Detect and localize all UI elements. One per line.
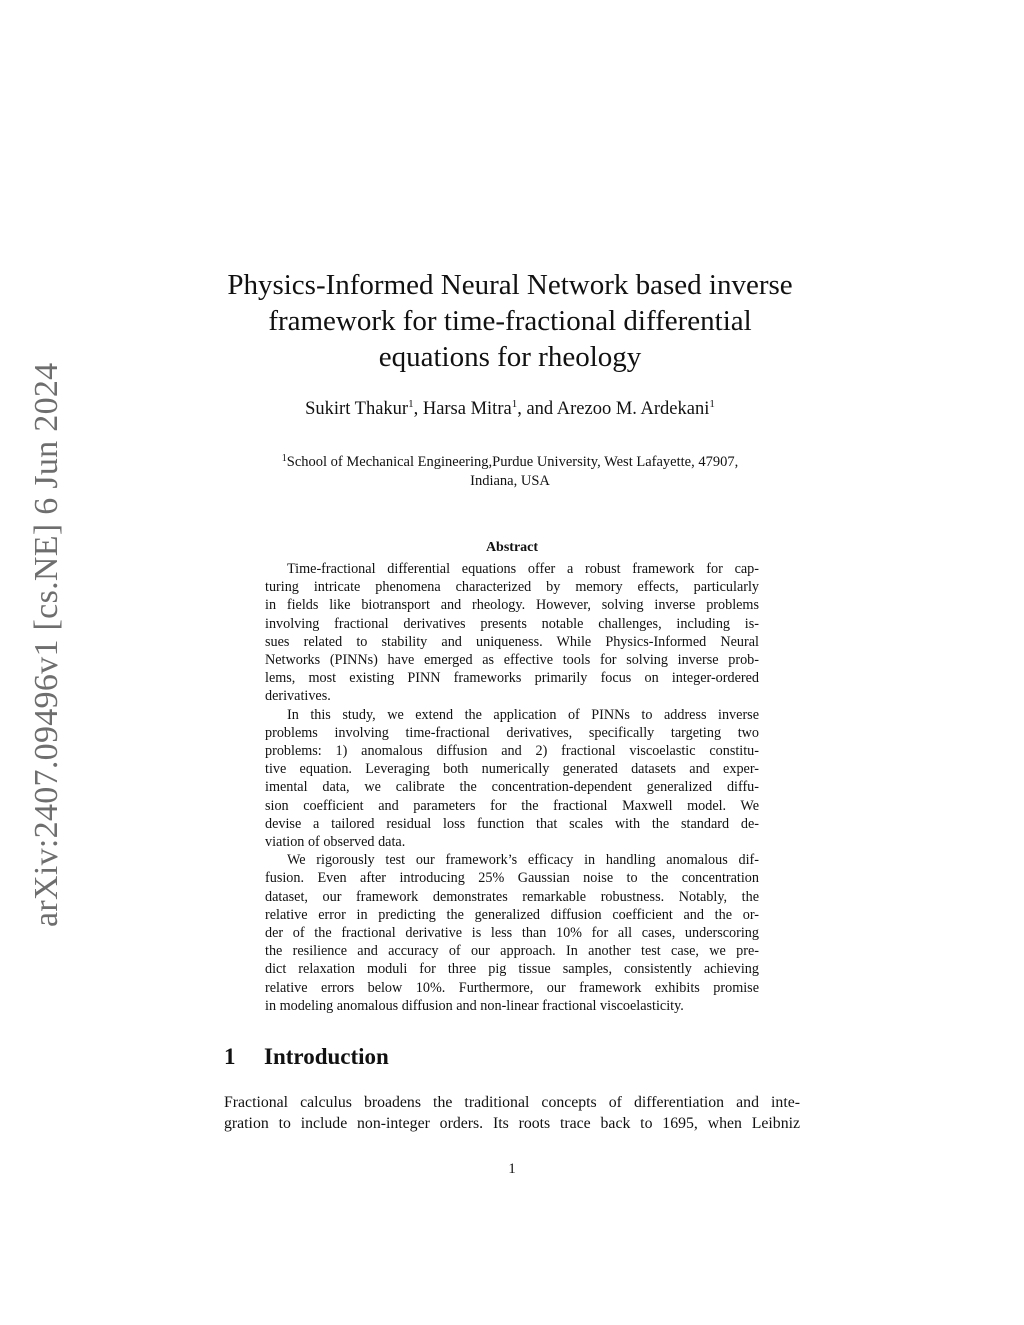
text-line: derivatives.	[265, 688, 331, 705]
affiliation	[200, 449, 820, 491]
author-name: Sukirt Thakur	[305, 399, 409, 419]
title-line: equations for rheology	[378, 341, 642, 373]
text-line: Fractional calculus broadens the traditional concepts of differentiation and inte-	[224, 1094, 800, 1111]
abstract-paragraph	[265, 560, 759, 706]
author-affiliation-mark: 1	[709, 398, 715, 410]
author-list	[200, 398, 820, 420]
text-line: der of the fractional derivative is less than 10% for all cases, underscoring	[265, 925, 759, 942]
text-line: gration to include non-integer orders. Its roots trace back to 1695, when Leibniz	[224, 1114, 800, 1132]
author-separator: ,	[413, 399, 423, 419]
section-heading	[224, 1044, 389, 1070]
title-line: Physics-Informed Neural Network based inverse	[227, 269, 793, 301]
author-affiliation-mark: 1	[511, 398, 518, 410]
affiliation-line: Indiana, USA	[470, 473, 550, 489]
text-line: problems: 1) anomalous diffusion and 2) fractional viscoelastic constitu-	[265, 743, 759, 760]
abstract-paragraph	[265, 706, 759, 852]
text-line: fusion. Even after introducing 25% Gaussian noise to the concentration	[265, 870, 759, 887]
text-line: viation of observed data.	[265, 834, 406, 851]
arxiv-identifier: arXiv:2407.09496v1 [cs.NE] 6 Jun 2024	[28, 362, 65, 927]
text-line: problems involving time-fractional derivatives, specifically targeting two	[265, 724, 759, 741]
text-line: sion coefficient and parameters for the fractional Maxwell model. We	[265, 797, 759, 814]
author-affiliation-mark: 1	[408, 398, 414, 410]
affiliation-line	[200, 449, 820, 472]
text-line: relative error in predicting the generalized diffusion coefficient and the or-	[265, 906, 759, 923]
introduction-paragraph	[224, 1093, 800, 1134]
text-line: in modeling anomalous diffusion and non-linear fractional viscoelasticity.	[265, 997, 684, 1014]
text-line: turing intricate phenomena characterized by memory effects, particularly	[265, 579, 759, 596]
text-line: involving fractional derivatives presents notable challenges, including is-	[265, 615, 759, 632]
title-line: framework for time-fractional differential	[268, 305, 752, 337]
text-line: lems, most existing PINN frameworks primarily focus on integer-ordered	[265, 670, 759, 687]
affiliation-mark: 1	[281, 453, 287, 464]
text-line: sues related to stability and uniqueness. While Physics-Informed Neural	[265, 633, 759, 650]
text-line: dict relaxation moduli for three pig tissue samples, consistently achieving	[265, 961, 759, 978]
text-line: imental data, we calibrate the concentration-dependent generalized diffu-	[265, 779, 759, 796]
text-line: in fields like biotransport and rheology. However, solving inverse problems	[265, 597, 759, 614]
paper-title	[200, 267, 820, 375]
author-separator: , and	[517, 399, 557, 419]
text-line: devise a tailored residual loss function that scales with the standard de-	[265, 815, 759, 832]
text-line: Networks (PINNs) have emerged as effective tools for solving inverse prob-	[265, 652, 759, 669]
text-line: In this study, we extend the application of PINNs to address inverse	[287, 706, 759, 723]
text-line: the resilience and accuracy of our approach. In another test case, we pre-	[265, 943, 759, 960]
section-title: Introduction	[264, 1044, 389, 1069]
abstract-body	[265, 560, 759, 1015]
section-number: 1	[224, 1044, 236, 1069]
text-line: Time-fractional differential equations offer a robust framework for cap-	[287, 561, 759, 577]
text-line: dataset, our framework demonstrates remarkable robustness. Notably, the	[265, 888, 759, 905]
author-name: Arezoo M. Ardekani	[556, 399, 710, 419]
abstract-heading: Abstract	[485, 540, 539, 555]
page-number: 1	[508, 1161, 516, 1177]
abstract-paragraph	[265, 851, 759, 1015]
affiliation-text: School of Mechanical Engineering,Purdue University, West Lafayette, 47907,	[286, 454, 739, 470]
text-line: tive equation. Leveraging both numerically generated datasets and exper-	[265, 761, 759, 778]
author-name: Harsa Mitra	[422, 399, 512, 419]
text-line: We rigorously test our framework’s efficacy in handling anomalous dif-	[287, 852, 759, 869]
text-line: relative errors below 10%. Furthermore, our framework exhibits promise	[265, 979, 759, 996]
